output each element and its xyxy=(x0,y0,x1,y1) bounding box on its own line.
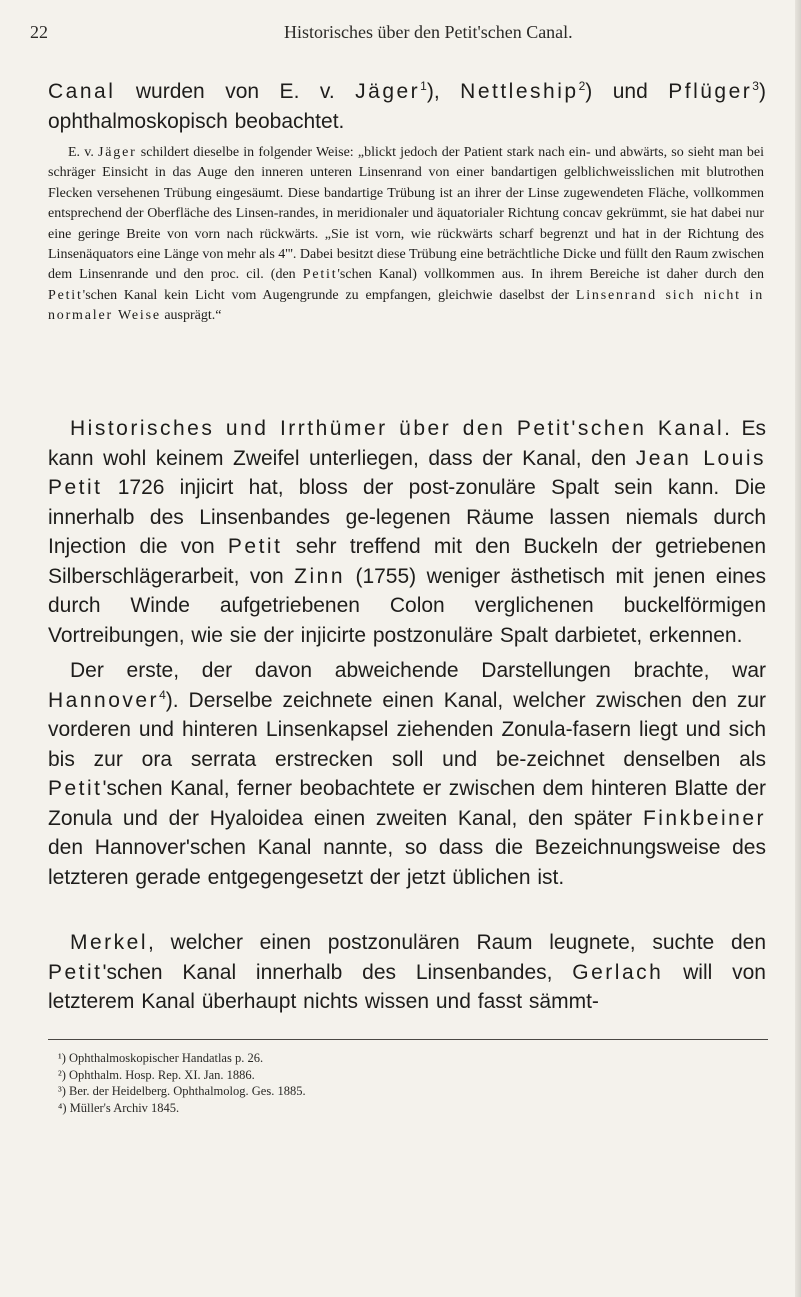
footnote-1: ¹) Ophthalmoskopischer Handatlas p. 26. xyxy=(58,1051,264,1065)
footnote-4: ⁴) Müller's Archiv 1845. xyxy=(58,1100,180,1115)
page-header xyxy=(30,22,760,48)
paragraph-quote: E. v. Jäger schildert dieselbe in folgender Weise: „blickt jedoch der Patient stark nach ein- und abwärts, so sieht man bei schräger Einsicht in das Auge den inneren unteren Linsenrand von einer bandartigen gelblichweisslichen mit blutrothen Flecken versehenen Trübung eingesäumt. Diese bandartige Trübung ist an ihrer der Linse zugewendeten Fläche, vollkommen entsprechend der Oberfläche des Linsen-randes, in meridionaler und äquatorialer Richtung concav gekrümmt, sie hat dabei nur eine geringe Breite von vorn nach rückwärts. „Sie ist vorn, wie rückwärts scharf begrenzt und hat in der Richtung des Linsenäquators eine Länge von mehr als 4'''. Dabei besitzt diese Trübung eine beträchtliche Dicke und füllt den Raum zwischen dem Linsenrande und den proc. cil. (den Petit'schen Kanal) vollkommen aus. In ihrem Bereiche ist daher durch den Petit'schen Kanal kein Licht vom Augengrunde zu empfangen, gleichwie daselbst der Linsenrand sich nicht in normaler Weise ausprägt.“ xyxy=(48,145,764,324)
paragraph-intro: Canal wurden von E. v. Jäger$^1$), Nettleship$^2$) und Pflüger$^3$) ophthalmoskopisch beobachtet. xyxy=(48,79,766,133)
footnote-2: ²) Ophthalm. Hosp. Rep. XI. Jan. 1886. xyxy=(58,1067,255,1082)
footnote-divider xyxy=(48,1039,768,1040)
page-edge-shadow xyxy=(795,0,801,1297)
page-number: 22 xyxy=(30,22,48,42)
footnotes xyxy=(58,1050,758,1116)
paragraph-merkel: Merkel, welcher einen postzonulären Raum leugnete, suchte den Petit'schen Kanal innerhalb des Linsenbandes, Gerlach will von letzterem Kanal überhaupt nichts wissen und fasst sämmt- xyxy=(48,931,766,1013)
footnote-3: ³) Ber. der Heidelberg. Ophthalmolog. Ges. 1885. xyxy=(58,1084,306,1098)
section-heading: Historisches und Irrthümer über den Petit'schen Kanal. xyxy=(70,417,733,440)
running-title: Historisches über den Petit'schen Canal. xyxy=(284,22,573,42)
paragraph-historisches: Historisches und Irrthümer über den Petit'schen Kanal. Es kann wohl keinem Zweifel unterliegen, dass der Kanal, den Jean Louis Petit 1726 injicirt hat, bloss der post-zonuläre Spalt sein kann. Die innerhalb des Linsenbandes ge-legenen Räume lassen niemals durch Injection die von Petit sehr treffend mit den Buckeln der getriebenen Silberschlägerarbeit, von Zinn (1755) weniger ästhetisch mit jenen eines durch Winde aufgetriebenen Colon verglichenen buckelförmigen Vortreibungen, wie sie der injicirte postzonuläre Spalt darbietet, erkennen. xyxy=(48,417,767,647)
paragraph-hannover: Der erste, der davon abweichende Darstellungen brachte, war Hannover$^4$). Derselbe zeichnete einen Kanal, welcher zwischen den zur vorderen und hinteren Linsenkapsel ziehenden Zonula-fasern liegt und sich bis zur ora serrata erstrecken soll und be-zeichnet denselben als Petit'schen Kanal, ferner beobachtete er zwischen dem hinteren Blatte der Zonula und der Hyaloidea einen zweiten Kanal, den später Finkbeiner den Hannover'schen Kanal nannte, so dass die Bezeichnungsweise des letzteren gerade entgegengesetzt der jetzt üblichen ist. xyxy=(48,659,766,889)
